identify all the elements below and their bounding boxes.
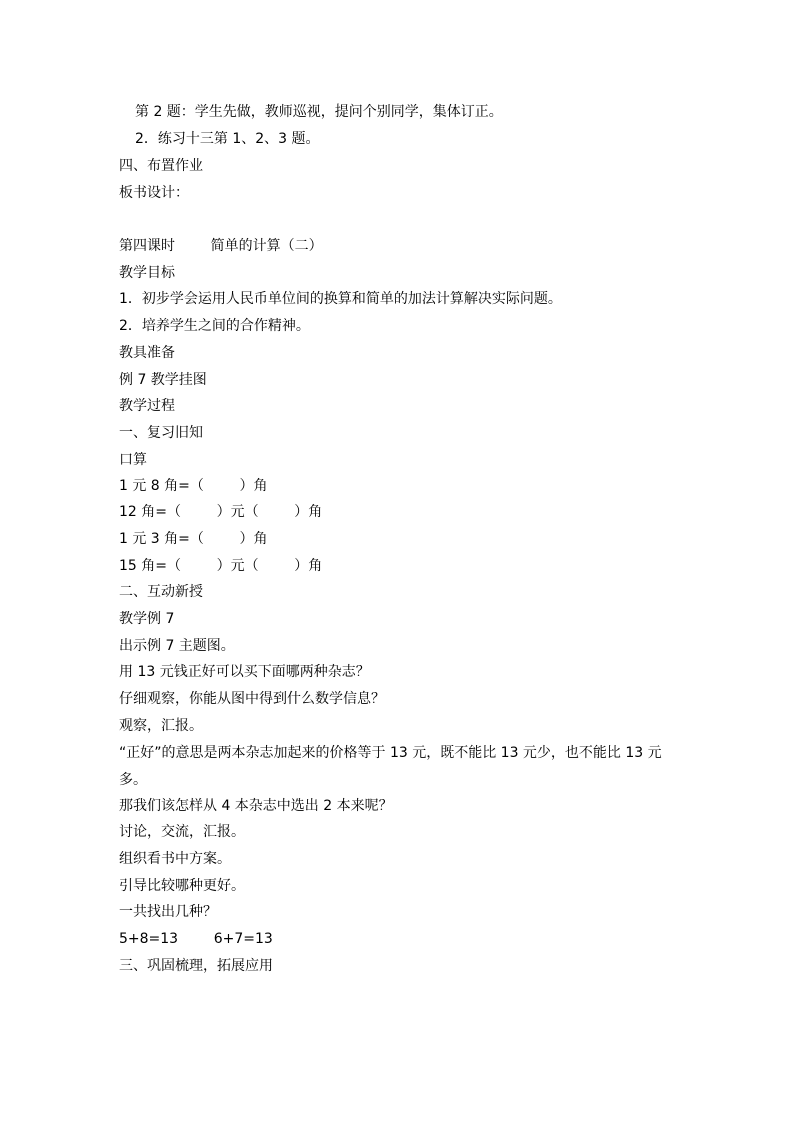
text-line-practice-13: 2．练习十三第 1、2、3 题。 [135,131,320,147]
exercise-line-1: 1 元 8 角=（ ）角 [119,478,268,494]
text-line-board-design: 板书设计： [119,185,189,201]
text-paragraph-exactly: “正好”的意思是两本杂志加起来的价格等于 13 元，既不能比 13 元少，也不能比 13 元多。 [119,745,662,788]
text-line-compare: 引导比较哪种更好。 [119,878,245,894]
text-line-oral-calc: 口算 [119,452,147,468]
heading-teaching-process: 教学过程 [119,398,175,414]
section-heading-consolidate: 三、巩固梳理，拓展应用 [119,958,273,974]
text-line-example-7: 教学例 7 [119,611,175,627]
exercise-line-4: 15 角=（ ）元（ ）角 [119,558,323,574]
text-line-observe-question: 仔细观察，你能从图中得到什么数学信息？ [119,691,385,707]
text-line-show-figure: 出示例 7 主题图。 [119,638,235,654]
text-line-goal-1: 1．初步学会运用人民币单位间的换算和简单的加法计算解决实际问题。 [119,291,562,307]
heading-teaching-aids: 教具准备 [119,345,175,361]
text-line-question: 用 13 元钱正好可以买下面哪两种杂志？ [119,664,370,680]
text-line-read-book: 组织看书中方案。 [119,851,231,867]
text-line-select-question: 那我们该怎样从 4 本杂志中选出 2 本来呢？ [119,798,393,814]
section-heading-homework: 四、布置作业 [119,158,203,174]
exercise-line-3: 1 元 3 角=（ ）角 [119,531,268,547]
text-line-observe-report: 观察，汇报。 [119,718,203,734]
heading-teaching-goals: 教学目标 [119,265,175,281]
text-line-goal-2: 2．培养学生之间的合作精神。 [119,318,310,334]
section-heading-new-lesson: 二、互动新授 [119,584,203,600]
text-line-how-many: 一共找出几种？ [119,904,217,920]
lesson-title: 第四课时 简单的计算（二） [119,238,323,254]
text-line-discuss: 讨论，交流，汇报。 [119,824,245,840]
section-heading-review: 一、复习旧知 [119,425,203,441]
text-line-equations: 5+8=13 6+7=13 [119,931,273,947]
text-line-exercise-2: 第 2 题：学生先做，教师巡视，提问个别同学，集体订正。 [135,104,503,120]
text-line-aid: 例 7 教学挂图 [119,372,207,388]
exercise-line-2: 12 角=（ ）元（ ）角 [119,504,323,520]
